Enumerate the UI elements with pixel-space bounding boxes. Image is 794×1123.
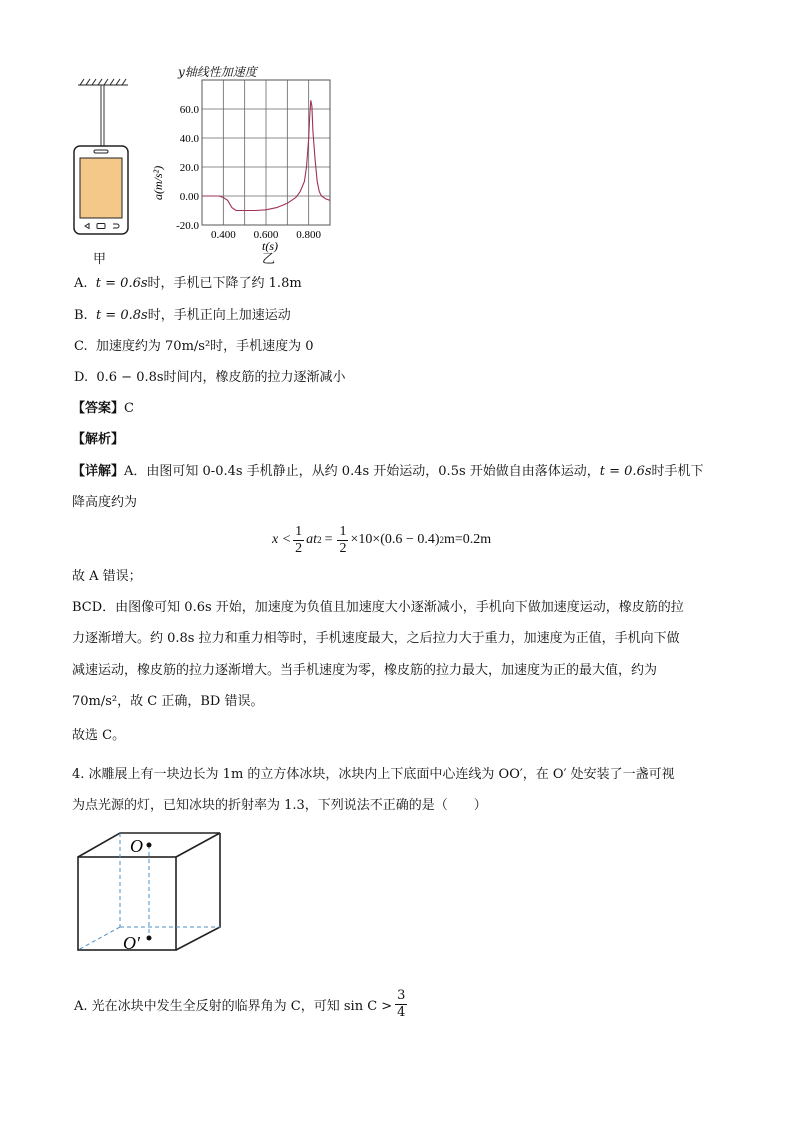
formula-rhs: ×10×(0.6 − 0.4): [350, 532, 440, 547]
formula-at: at: [306, 532, 318, 547]
chart-title: y轴线性加速度: [178, 65, 257, 79]
y-tick-label: 20.0: [179, 162, 199, 174]
ice-cube-figure: [72, 828, 227, 956]
q4-option-a: [74, 982, 407, 1026]
option-d: [74, 368, 346, 388]
analysis-tag: 【解析】: [72, 432, 125, 447]
acceleration-chart: [150, 70, 350, 260]
q4-line-2: 为点光源的灯，已知冰块的折射率为 1.3，下列说法不正确的是（ ）: [72, 798, 487, 813]
option-d-letter: D.: [74, 370, 89, 385]
y-axis-label: a(m/s²): [151, 165, 165, 200]
bcd-line-2: 力逐渐增大。约 0.8s 拉力和重力相等时，手机速度最大，之后拉力大于重力，加速度为正值，手机向下做: [72, 631, 680, 646]
answer-value: C: [124, 401, 134, 416]
rubber-band: [101, 85, 104, 146]
y-tick-label: 0.00: [179, 191, 199, 203]
option-b-letter: B.: [74, 308, 88, 323]
y-tick-label: -20.0: [176, 220, 199, 232]
q4-option-a-frac: [395, 988, 407, 1021]
cube-hidden-edges: [78, 833, 220, 950]
formula-sup-1: 2: [317, 535, 322, 545]
q4-frac-den: 4: [397, 1004, 406, 1020]
frac-1-den: 2: [295, 540, 303, 556]
option-a: [74, 274, 302, 294]
detail-text-1-end: 时手机下: [651, 464, 704, 479]
frac-1-num: 1: [295, 523, 303, 539]
detail-line-2: 降高度约为: [72, 495, 138, 510]
option-c-text: 加速度约为 70m/s²时，手机速度为 0: [95, 339, 314, 354]
detail-tag: 【详解】: [72, 464, 125, 479]
x-axis-label: t(s): [262, 239, 278, 253]
formula-frac-1: [293, 524, 304, 557]
q4-line-1: 4. 冰雕展上有一块边长为 1m 的立方体冰块，冰块内上下底面中心连线为 OO′，在 O′ 处安装了一盏可视: [72, 767, 675, 782]
option-b: [74, 306, 291, 326]
detail-text-1: A．由图可知 0-0.4s 手机静止，从约 0.4s 开始运动，0.5s 开始做自由落体运动，: [124, 464, 600, 479]
answer-tag: 【答案】: [72, 401, 125, 416]
figure-yi-label: 乙: [262, 252, 276, 267]
option-c-letter: C.: [74, 339, 88, 354]
option-a-letter: A.: [74, 276, 88, 291]
formula: [272, 518, 491, 562]
detail-time: t = 0.6s: [599, 464, 652, 479]
point-o-prime: [147, 936, 152, 941]
option-d-range: 0.6 − 0.8s: [96, 370, 164, 385]
option-b-text: 时，手机正向上加速运动: [147, 308, 291, 323]
bcd-line-3: 减速运动，橡皮筋的拉力逐渐增大。当手机速度为零，橡皮筋的拉力最大，加速度为正的最大值，约为: [72, 663, 658, 678]
conclusion-a: 故 A 错误；: [72, 569, 142, 584]
ceiling-hatch: [78, 79, 128, 85]
figure-jia-label: 甲: [93, 252, 107, 267]
x-tick-label: 0.800: [296, 229, 322, 241]
option-b-time: t = 0.8s: [95, 308, 148, 323]
option-a-time: t = 0.6s: [95, 276, 148, 291]
formula-frac-2: [337, 524, 348, 557]
formula-lhs: x <: [272, 532, 292, 547]
phone-figure: [70, 78, 140, 243]
option-d-text: 时间内，橡皮筋的拉力逐渐减小: [163, 370, 346, 385]
final-choice: 故选 C。: [72, 728, 126, 743]
phone-speaker: [94, 150, 108, 153]
phone-screen: [80, 158, 122, 218]
point-o: [147, 843, 152, 848]
bcd-line-1: BCD．由图像可知 0.6s 开始，加速度为负值且加速度大小逐渐减小，手机向下做加速度运动，橡皮筋的拉: [72, 600, 684, 615]
option-c: [74, 337, 314, 357]
label-o-prime: O′: [123, 933, 140, 953]
formula-sup-2: 2: [439, 535, 444, 545]
label-o: O: [130, 836, 143, 856]
q4-option-a-text: A. 光在冰块中发生全反射的临界角为 C，可知 sin C >: [74, 998, 393, 1014]
formula-equals: =: [324, 532, 333, 547]
q4-frac-num: 3: [397, 987, 406, 1003]
y-tick-label: 60.0: [179, 104, 199, 116]
frac-2-den: 2: [339, 540, 347, 556]
formula-end: m=0.2m: [443, 532, 492, 547]
x-tick-label: 0.600: [253, 229, 279, 241]
bcd-line-4: 70m/s²，故 C 正确，BD 错误。: [72, 694, 264, 709]
frac-2-num: 1: [339, 523, 347, 539]
option-a-text: 时，手机已下降了约 1.8m: [147, 276, 302, 291]
answer-line: [72, 399, 134, 419]
detail-line-1: [72, 462, 704, 482]
x-tick-label: 0.400: [210, 229, 236, 241]
y-tick-label: 40.0: [179, 133, 199, 145]
